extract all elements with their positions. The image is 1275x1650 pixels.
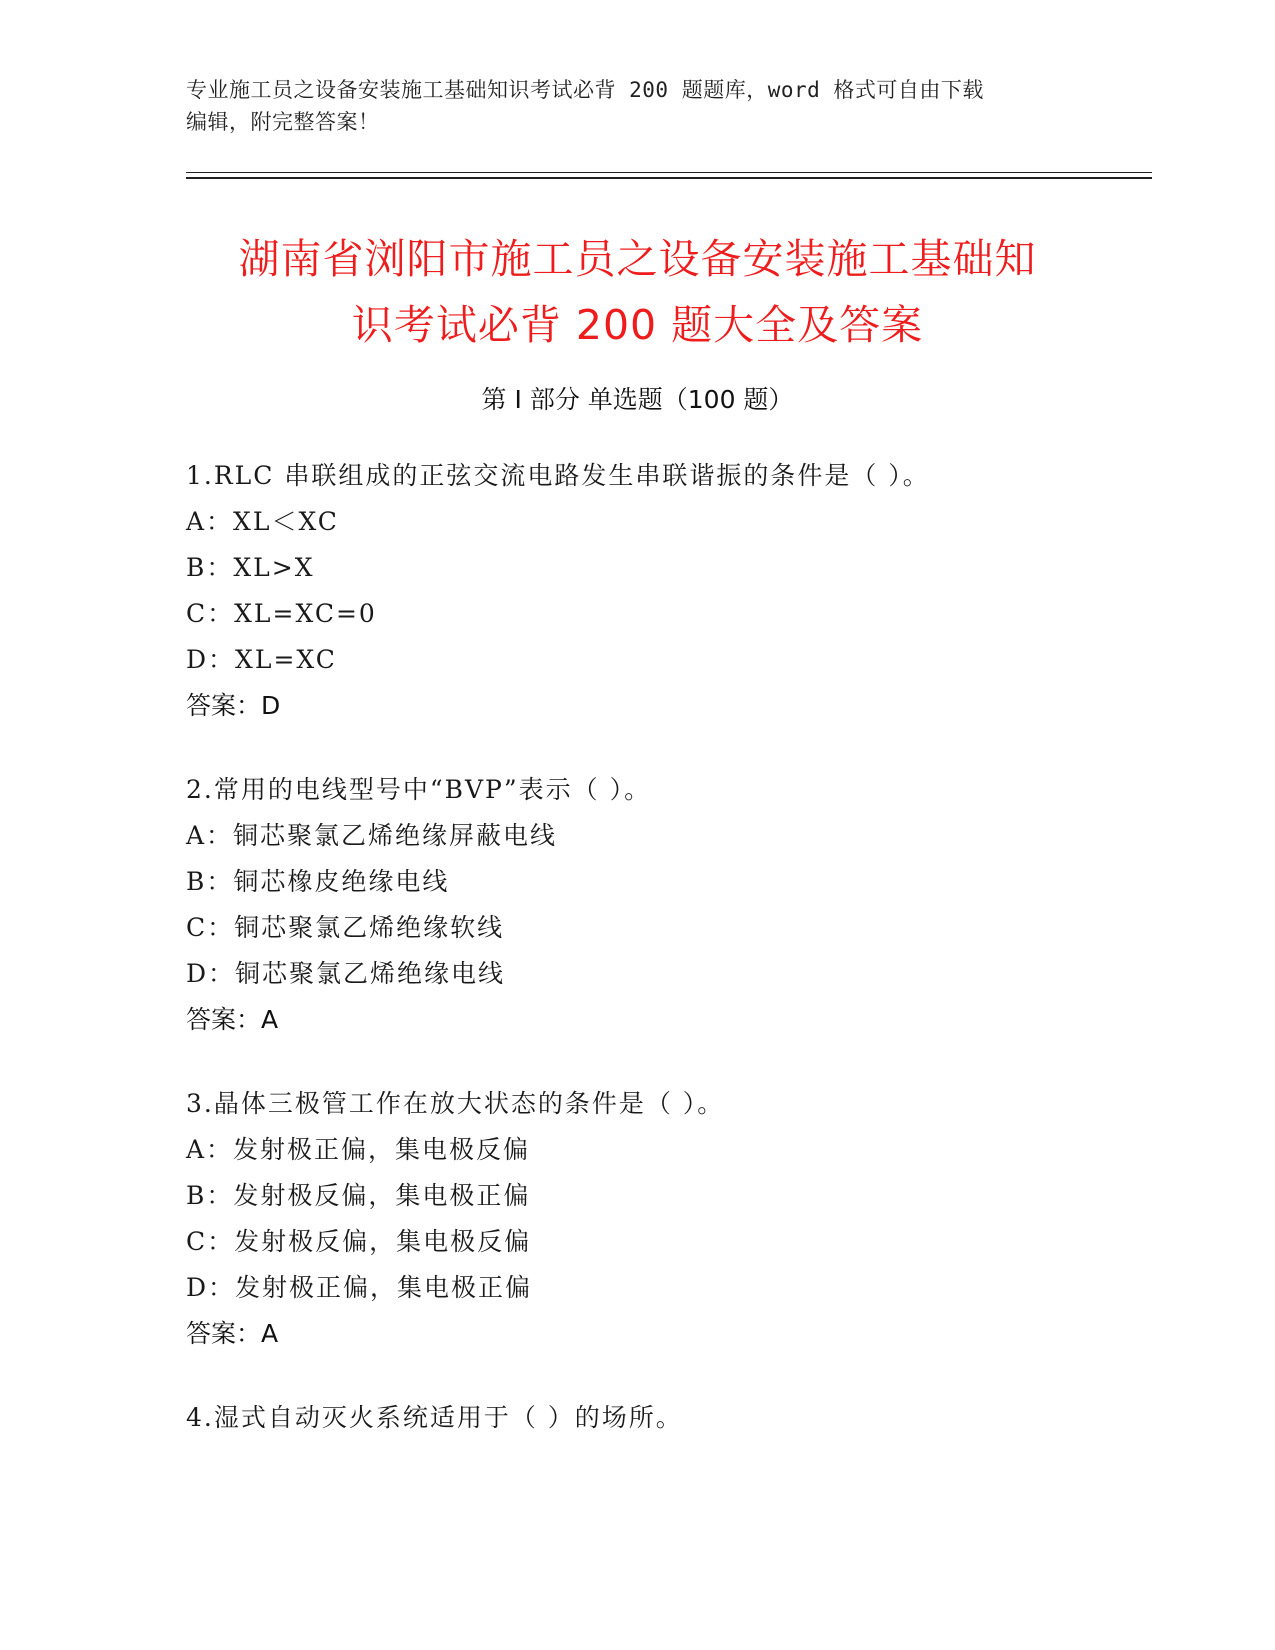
option-b: B：发射极反偏，集电极正偏 xyxy=(186,1181,531,1210)
header-note xyxy=(186,74,1066,138)
option-c: C：XL=XC=0 xyxy=(186,599,377,628)
question-stem: 4.湿式自动灭火系统适用于（ ）的场所。 xyxy=(186,1403,683,1432)
option-a: A：XL＜XC xyxy=(186,507,339,536)
question-stem: 3.晶体三极管工作在放大状态的条件是（ ）。 xyxy=(186,1089,725,1118)
document-title-line-1: 湖南省浏阳市施工员之设备安装施工基础知 xyxy=(238,235,1037,283)
header-rule-thin xyxy=(186,172,1152,173)
section-heading: 第 I 部分 单选题（100 题） xyxy=(481,385,794,414)
option-b: B：铜芯橡皮绝缘电线 xyxy=(186,867,450,896)
header-note-line-1: 专业施工员之设备安装施工基础知识考试必背 200 题题库，word 格式可自由下载 xyxy=(186,78,984,102)
option-a: A：铜芯聚氯乙烯绝缘屏蔽电线 xyxy=(186,821,558,850)
question-stem: 1.RLC 串联组成的正弦交流电路发生串联谐振的条件是（ ）。 xyxy=(186,461,930,490)
option-d: D：发射极正偏，集电极正偏 xyxy=(186,1273,533,1302)
header-rule-thick xyxy=(186,177,1152,179)
option-d: D：XL=XC xyxy=(186,645,337,674)
document-title xyxy=(160,226,1115,358)
header-note-line-2: 编辑，附完整答案！ xyxy=(186,110,380,134)
document-title-line-2: 识考试必背 200 题大全及答案 xyxy=(351,301,924,349)
question-1 xyxy=(186,453,1152,729)
option-d: D：铜芯聚氯乙烯绝缘电线 xyxy=(186,959,506,988)
answer: 答案：A xyxy=(186,1319,279,1348)
question-2 xyxy=(186,767,1152,1043)
option-a: A：发射极正偏，集电极反偏 xyxy=(186,1135,531,1164)
option-c: C：发射极反偏，集电极反偏 xyxy=(186,1227,532,1256)
option-b: B：XL>X xyxy=(186,553,315,582)
question-3 xyxy=(186,1081,1152,1357)
question-4 xyxy=(186,1395,1152,1441)
question-stem: 2.常用的电线型号中“BVP”表示（ ）。 xyxy=(186,775,652,804)
option-c: C：铜芯聚氯乙烯绝缘软线 xyxy=(186,913,505,942)
answer: 答案：D xyxy=(186,691,281,720)
answer: 答案：A xyxy=(186,1005,279,1034)
